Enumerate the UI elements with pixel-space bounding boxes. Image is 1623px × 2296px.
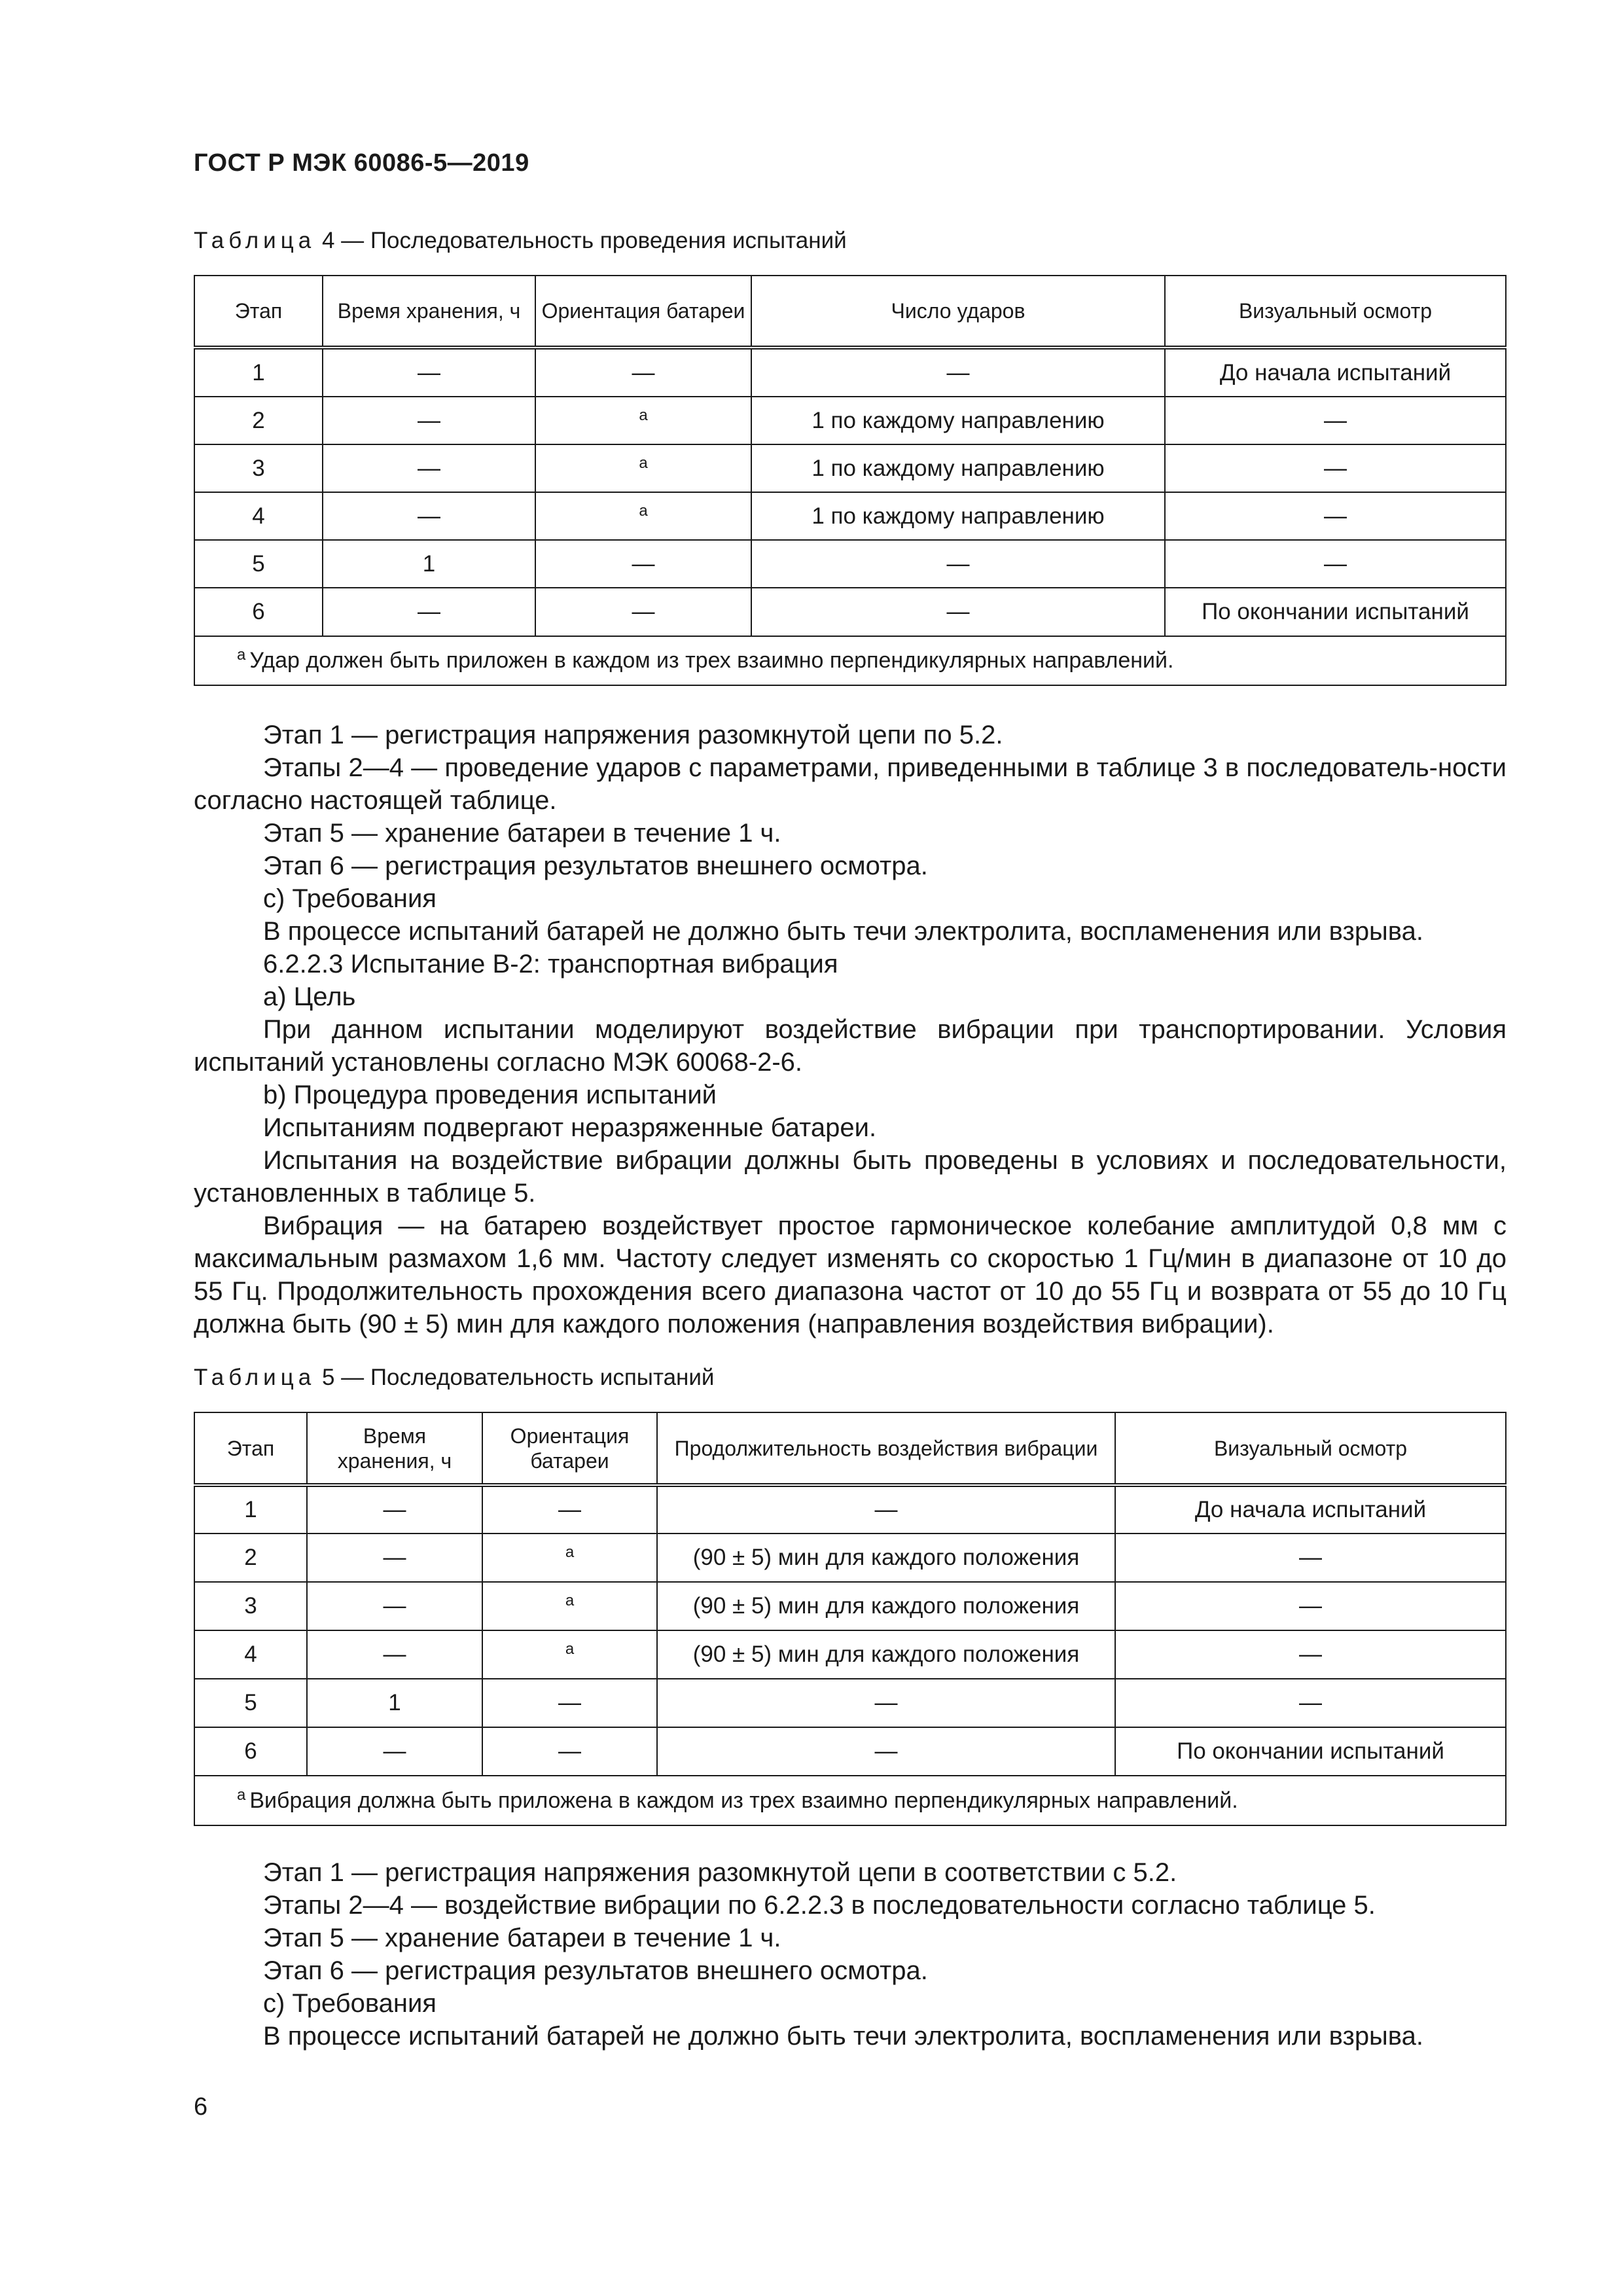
table-cell: 6 (194, 1727, 307, 1776)
table-cell: 5 (194, 1679, 307, 1727)
paragraph: В процессе испытаний батарей не должно быть течи электролита, воспламенения или взрыва. (263, 917, 1423, 946)
table-row (194, 492, 1506, 540)
section-heading: 6.2.2.3 Испытание В-2: транспортная вибрация (263, 950, 838, 978)
document-header: ГОСТ Р МЭК 60086-5—2019 (194, 149, 529, 177)
table-cell: 1 (323, 540, 535, 588)
table4-caption-label: Таблица (194, 228, 316, 253)
paragraph: Этап 1 — регистрация напряжения разомкнутой цепи по 5.2. (263, 721, 1003, 749)
table5 (194, 1412, 1507, 1826)
table-cell: — (535, 588, 751, 636)
table-cell: — (307, 1534, 482, 1582)
table-cell: — (307, 1485, 482, 1534)
table-cell: — (323, 444, 535, 492)
footnote-marker: а (639, 501, 648, 520)
table5-col-header: Этап (194, 1412, 307, 1485)
table-row (194, 397, 1506, 444)
paragraph: Этап 6 — регистрация результатов внешнего осмотра. (263, 852, 928, 880)
table-cell: — (323, 348, 535, 397)
table-cell: 2 (194, 1534, 307, 1582)
table-cell: 2 (194, 397, 323, 444)
footnote-marker: а (565, 1543, 575, 1561)
table4 (194, 275, 1507, 686)
table5-header-row (194, 1412, 1506, 1485)
paragraph: Этап 1 — регистрация напряжения разомкнутой цепи в соответствии с 5.2. (263, 1858, 1177, 1887)
table-cell: — (1165, 444, 1506, 492)
table5-caption-text: 5 — Последовательность испытаний (315, 1365, 715, 1390)
paragraph: b) Процедура проведения испытаний (263, 1081, 717, 1109)
table-cell: — (751, 540, 1165, 588)
table-cell: — (657, 1679, 1115, 1727)
table-cell (482, 1534, 657, 1582)
table-cell: — (1165, 540, 1506, 588)
table4-col-header: Время хранения, ч (323, 276, 535, 348)
table4-caption-text: 4 — Последовательность проведения испытаний (315, 228, 847, 253)
paragraph: В процессе испытаний батарей не должно быть течи электролита, воспламенения или взрыва. (263, 2022, 1423, 2051)
footnote-marker: а (565, 1592, 575, 1609)
table-cell: 6 (194, 588, 323, 636)
table4-caption (194, 228, 847, 254)
table4-col-header: Визуальный осмотр (1165, 276, 1506, 348)
table-cell: — (1115, 1630, 1506, 1679)
paragraph: При данном испытании моделируют воздействие вибрации при транспортировании. Условия испытаний установлены согласно МЭК 60068-2-6. (194, 1015, 1507, 1077)
table-row (194, 1630, 1506, 1679)
table-cell: 3 (194, 444, 323, 492)
table-cell: 4 (194, 1630, 307, 1679)
table-cell (535, 492, 751, 540)
table-cell (482, 1630, 657, 1679)
paragraph: Этап 5 — хранение батареи в течение 1 ч. (263, 1924, 781, 1952)
footnote-marker: а (565, 1640, 575, 1658)
table-cell: — (307, 1727, 482, 1776)
table-row (194, 1582, 1506, 1630)
table4-col-header: Ориентация батареи (535, 276, 751, 348)
paragraph: c) Требования (263, 1989, 437, 2018)
table5-caption-label: Таблица (194, 1365, 316, 1390)
table-cell: — (751, 348, 1165, 397)
table-cell: — (535, 540, 751, 588)
table5-caption (194, 1365, 714, 1391)
table-cell: 1 (194, 348, 323, 397)
table-cell: — (323, 588, 535, 636)
table-cell: — (1165, 492, 1506, 540)
table-cell: — (482, 1727, 657, 1776)
table5-col-header: Ориентация батареи (482, 1412, 657, 1485)
table-cell: (90 ± 5) мин для каждого положения (657, 1582, 1115, 1630)
table-cell: (90 ± 5) мин для каждого положения (657, 1630, 1115, 1679)
table4-footnote-text: Удар должен быть приложен в каждом из трех взаимно перпендикулярных направлений. (249, 648, 1174, 673)
table-cell: 3 (194, 1582, 307, 1630)
table-cell: — (323, 492, 535, 540)
table-cell: До начала испытаний (1165, 348, 1506, 397)
paragraph: Этапы 2—4 — воздействие вибрации по 6.2.2.3 в последовательности согласно таблице 5. (263, 1891, 1376, 1920)
table-cell: — (657, 1485, 1115, 1534)
table-cell: — (751, 588, 1165, 636)
table-cell: — (657, 1727, 1115, 1776)
footnote-marker: а (237, 1785, 246, 1804)
table-cell: — (1165, 397, 1506, 444)
paragraph: Испытания на воздействие вибрации должны быть проведены в условиях и последовательности, установленных в таблице 5. (194, 1146, 1507, 1208)
table-row (194, 1485, 1506, 1534)
table-cell (535, 444, 751, 492)
paragraph: a) Цель (263, 982, 356, 1011)
table-cell: — (1115, 1534, 1506, 1582)
table-cell: 1 по каждому направлению (751, 444, 1165, 492)
table4-header-row (194, 276, 1506, 348)
text-block-2 (194, 1856, 1507, 2053)
table-cell: — (307, 1630, 482, 1679)
table-row (194, 1679, 1506, 1727)
table-row (194, 348, 1506, 397)
table4-footnote-row (194, 636, 1506, 685)
table-cell: — (1115, 1679, 1506, 1727)
paragraph: Этап 5 — хранение батареи в течение 1 ч. (263, 819, 781, 848)
footnote-marker: а (639, 454, 648, 472)
table-row (194, 588, 1506, 636)
paragraph: Этап 6 — регистрация результатов внешнего осмотра. (263, 1956, 928, 1985)
table-cell: — (1115, 1582, 1506, 1630)
table-cell: — (323, 397, 535, 444)
table-row (194, 1534, 1506, 1582)
page-number: 6 (194, 2093, 208, 2121)
table4-col-header: Этап (194, 276, 323, 348)
table-cell: 4 (194, 492, 323, 540)
table-row (194, 444, 1506, 492)
table-cell (535, 397, 751, 444)
paragraph: c) Требования (263, 884, 437, 913)
footnote-marker: а (639, 406, 648, 424)
table5-footnote-text: Вибрация должна быть приложена в каждом из трех взаимно перпендикулярных направлений. (249, 1787, 1238, 1813)
footnote-marker: а (237, 646, 246, 664)
table5-footnote (194, 1776, 1506, 1825)
table-cell: — (307, 1582, 482, 1630)
table-cell: 1 по каждому направлению (751, 397, 1165, 444)
table-cell: До начала испытаний (1115, 1485, 1506, 1534)
table-cell: По окончании испытаний (1165, 588, 1506, 636)
table-cell: По окончании испытаний (1115, 1727, 1506, 1776)
table-row (194, 1727, 1506, 1776)
table4-col-header: Число ударов (751, 276, 1165, 348)
table-cell: 1 (307, 1679, 482, 1727)
table5-footnote-row (194, 1776, 1506, 1825)
paragraph: Вибрация — на батарею воздействует простое гармоническое колебание амплитудой 0,8 мм с максимальным размахом 1,6 мм. Частоту следует изменять со скоростью 1 Гц/мин в диапазоне от 10 до 55 Гц. Продолжительность прохождения всего диапазона частот от 10 до 55 Гц и возврата от 55 до 10 Гц должна быть (90 ± 5) мин для каждого положения (направления воздействия вибрации). (194, 1211, 1507, 1338)
table-cell: — (482, 1679, 657, 1727)
table-cell: — (535, 348, 751, 397)
table5-col-header: Продолжительность воздействия вибрации (657, 1412, 1115, 1485)
table-cell: 1 (194, 1485, 307, 1534)
table-row (194, 540, 1506, 588)
table-cell: — (482, 1485, 657, 1534)
paragraph: Испытаниям подвергают неразряженные батареи. (263, 1113, 877, 1142)
table-cell: (90 ± 5) мин для каждого положения (657, 1534, 1115, 1582)
paragraph: Этапы 2—4 — проведение ударов с параметрами, приведенными в таблице 3 в последователь-ности согласно настоящей таблице. (194, 753, 1507, 815)
table4-footnote (194, 636, 1506, 685)
table-cell: 5 (194, 540, 323, 588)
table-cell: 1 по каждому направлению (751, 492, 1165, 540)
table5-col-header: Время хранения, ч (307, 1412, 482, 1485)
table5-col-header: Визуальный осмотр (1115, 1412, 1506, 1485)
text-block-1 (194, 719, 1507, 1340)
table-cell (482, 1582, 657, 1630)
